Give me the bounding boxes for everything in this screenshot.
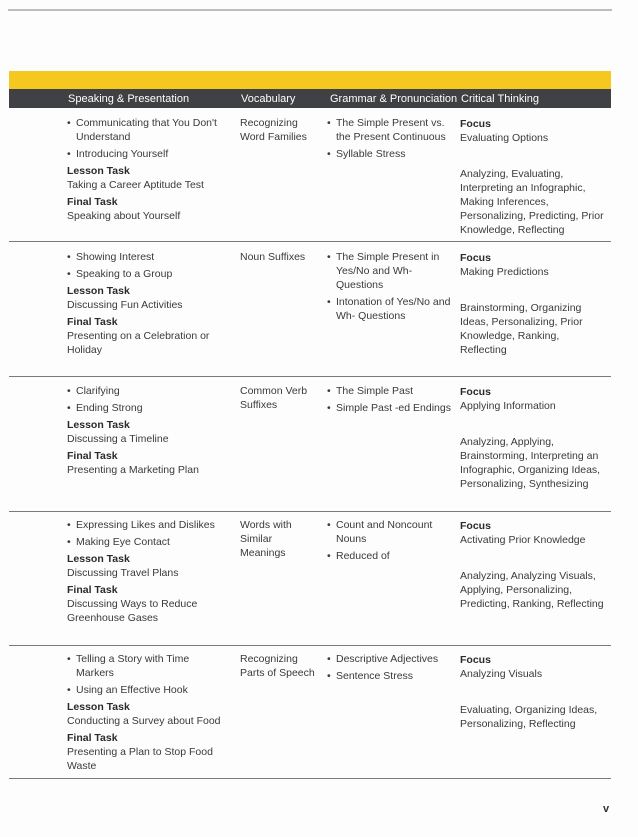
lesson-task-label: Lesson Task — [67, 419, 130, 431]
final-task-text: Discussing Ways to Reduce Greenhouse Gases — [67, 598, 198, 624]
grammar-bullet: • Simple Past -ed Endings — [327, 401, 452, 415]
vocabulary-cell: Recognizing Word Families — [240, 117, 307, 143]
row-divider — [9, 645, 611, 646]
grammar-cell — [327, 652, 452, 686]
spacer — [460, 148, 608, 167]
speaking-bullet: • Communicating that You Don't Understand — [67, 116, 227, 144]
critical-thinking-cell — [460, 652, 608, 734]
speaking-bullet: • Using an Effective Hook — [67, 683, 227, 697]
critical-thinking-cell — [460, 116, 608, 240]
speaking-cell — [67, 116, 227, 226]
skills-text: Analyzing, Applying, Brainstorming, Interpreting an Infographic, Organizing Ideas, Personalizing, Synthesizing — [460, 436, 601, 490]
skills-text: Brainstorming, Organizing Ideas, Personalizing, Prior Knowledge, Ranking, Reflecting — [460, 302, 583, 356]
vocabulary-cell: Noun Suffixes — [240, 251, 306, 263]
lesson-task-text: Conducting a Survey about Food — [67, 715, 221, 727]
grammar-bullet: • The Simple Present vs. the Present Continuous — [327, 116, 452, 144]
grammar-bullet: • Count and Noncount Nouns — [327, 518, 452, 546]
vocabulary-cell: Words with Similar Meanings — [240, 519, 292, 559]
grammar-bullet: • Intonation of Yes/No and Wh- Questions — [327, 295, 452, 323]
grammar-bullet: • Reduced of — [327, 549, 452, 563]
grammar-bullet: • Sentence Stress — [327, 669, 452, 683]
final-task-text: Presenting on a Celebration or Holiday — [67, 330, 210, 356]
header-critical-thinking: Critical Thinking — [461, 93, 540, 105]
speaking-bullet: • Clarifying — [67, 384, 227, 398]
grammar-cell — [327, 384, 452, 418]
speaking-bullet: • Making Eye Contact — [67, 535, 227, 549]
critical-thinking-cell — [460, 518, 608, 614]
focus-text: Applying Information — [460, 400, 556, 412]
spacer — [460, 684, 608, 703]
grammar-cell — [327, 250, 452, 326]
header-accent-bar — [9, 71, 611, 89]
focus-text: Evaluating Options — [460, 132, 549, 144]
speaking-bullet: • Showing Interest — [67, 250, 227, 264]
row-divider — [9, 511, 611, 512]
vocabulary-cell: Common Verb Suffixes — [240, 385, 308, 411]
skills-text: Analyzing, Evaluating, Interpreting an Infographic, Making Inferences, Personalizing, Predicting, Prior Knowledge, Reflecting — [460, 168, 604, 236]
lesson-task-text: Discussing Travel Plans — [67, 567, 179, 579]
final-task-label: Final Task — [67, 196, 118, 208]
speaking-bullet: • Expressing Likes and Dislikes — [67, 518, 227, 532]
speaking-bullet: • Telling a Story with Time Markers — [67, 652, 227, 680]
lesson-task-label: Lesson Task — [67, 165, 130, 177]
focus-text: Analyzing Visuals — [460, 668, 543, 680]
grammar-bullet: • The Simple Present in Yes/No and Wh- Questions — [327, 250, 452, 292]
grammar-bullet: • The Simple Past — [327, 384, 452, 398]
table-header — [9, 89, 611, 108]
lesson-task-text: Discussing Fun Activities — [67, 299, 183, 311]
lesson-task-label: Lesson Task — [67, 285, 130, 297]
speaking-bullet: • Speaking to a Group — [67, 267, 227, 281]
speaking-cell — [67, 250, 227, 360]
skills-text: Evaluating, Organizing Ideas, Personalizing, Reflecting — [460, 704, 598, 730]
lesson-task-text: Taking a Career Aptitude Test — [67, 179, 204, 191]
page-number: v — [603, 803, 610, 815]
speaking-cell — [67, 652, 227, 776]
final-task-text: Speaking about Yourself — [67, 210, 181, 222]
focus-text: Making Predictions — [460, 266, 549, 278]
speaking-bullet: • Ending Strong — [67, 401, 227, 415]
final-task-label: Final Task — [67, 450, 118, 462]
row-divider — [9, 778, 611, 779]
vocabulary-cell: Recognizing Parts of Speech — [240, 653, 315, 679]
critical-thinking-cell — [460, 384, 608, 494]
speaking-cell — [67, 384, 227, 480]
critical-thinking-cell — [460, 250, 608, 360]
grammar-bullet: • Syllable Stress — [327, 147, 452, 161]
header-vocabulary: Vocabulary — [241, 93, 296, 105]
final-task-label: Final Task — [67, 316, 118, 328]
speaking-cell — [67, 518, 227, 628]
focus-label: Focus — [460, 520, 491, 532]
spacer — [460, 550, 608, 569]
lesson-task-label: Lesson Task — [67, 553, 130, 565]
final-task-label: Final Task — [67, 732, 118, 744]
focus-label: Focus — [460, 654, 491, 666]
grammar-bullet: • Descriptive Adjectives — [327, 652, 452, 666]
final-task-text: Presenting a Plan to Stop Food Waste — [67, 746, 213, 772]
focus-label: Focus — [460, 252, 491, 264]
spacer — [460, 282, 608, 301]
final-task-label: Final Task — [67, 584, 118, 596]
grammar-cell — [327, 518, 452, 566]
final-task-text: Presenting a Marketing Plan — [67, 464, 199, 476]
speaking-bullet: • Introducing Yourself — [67, 147, 227, 161]
top-rule — [8, 9, 612, 11]
lesson-task-label: Lesson Task — [67, 701, 130, 713]
spacer — [460, 416, 608, 435]
row-divider — [9, 241, 611, 242]
grammar-cell — [327, 116, 452, 164]
header-speaking: Speaking & Presentation — [68, 93, 190, 105]
lesson-task-text: Discussing a Timeline — [67, 433, 169, 445]
focus-label: Focus — [460, 386, 491, 398]
focus-label: Focus — [460, 118, 491, 130]
skills-text: Analyzing, Analyzing Visuals, Applying, Personalizing, Predicting, Ranking, Reflecting — [460, 570, 604, 610]
focus-text: Activating Prior Knowledge — [460, 534, 586, 546]
row-divider — [9, 376, 611, 377]
header-grammar: Grammar & Pronunciation — [330, 93, 458, 105]
